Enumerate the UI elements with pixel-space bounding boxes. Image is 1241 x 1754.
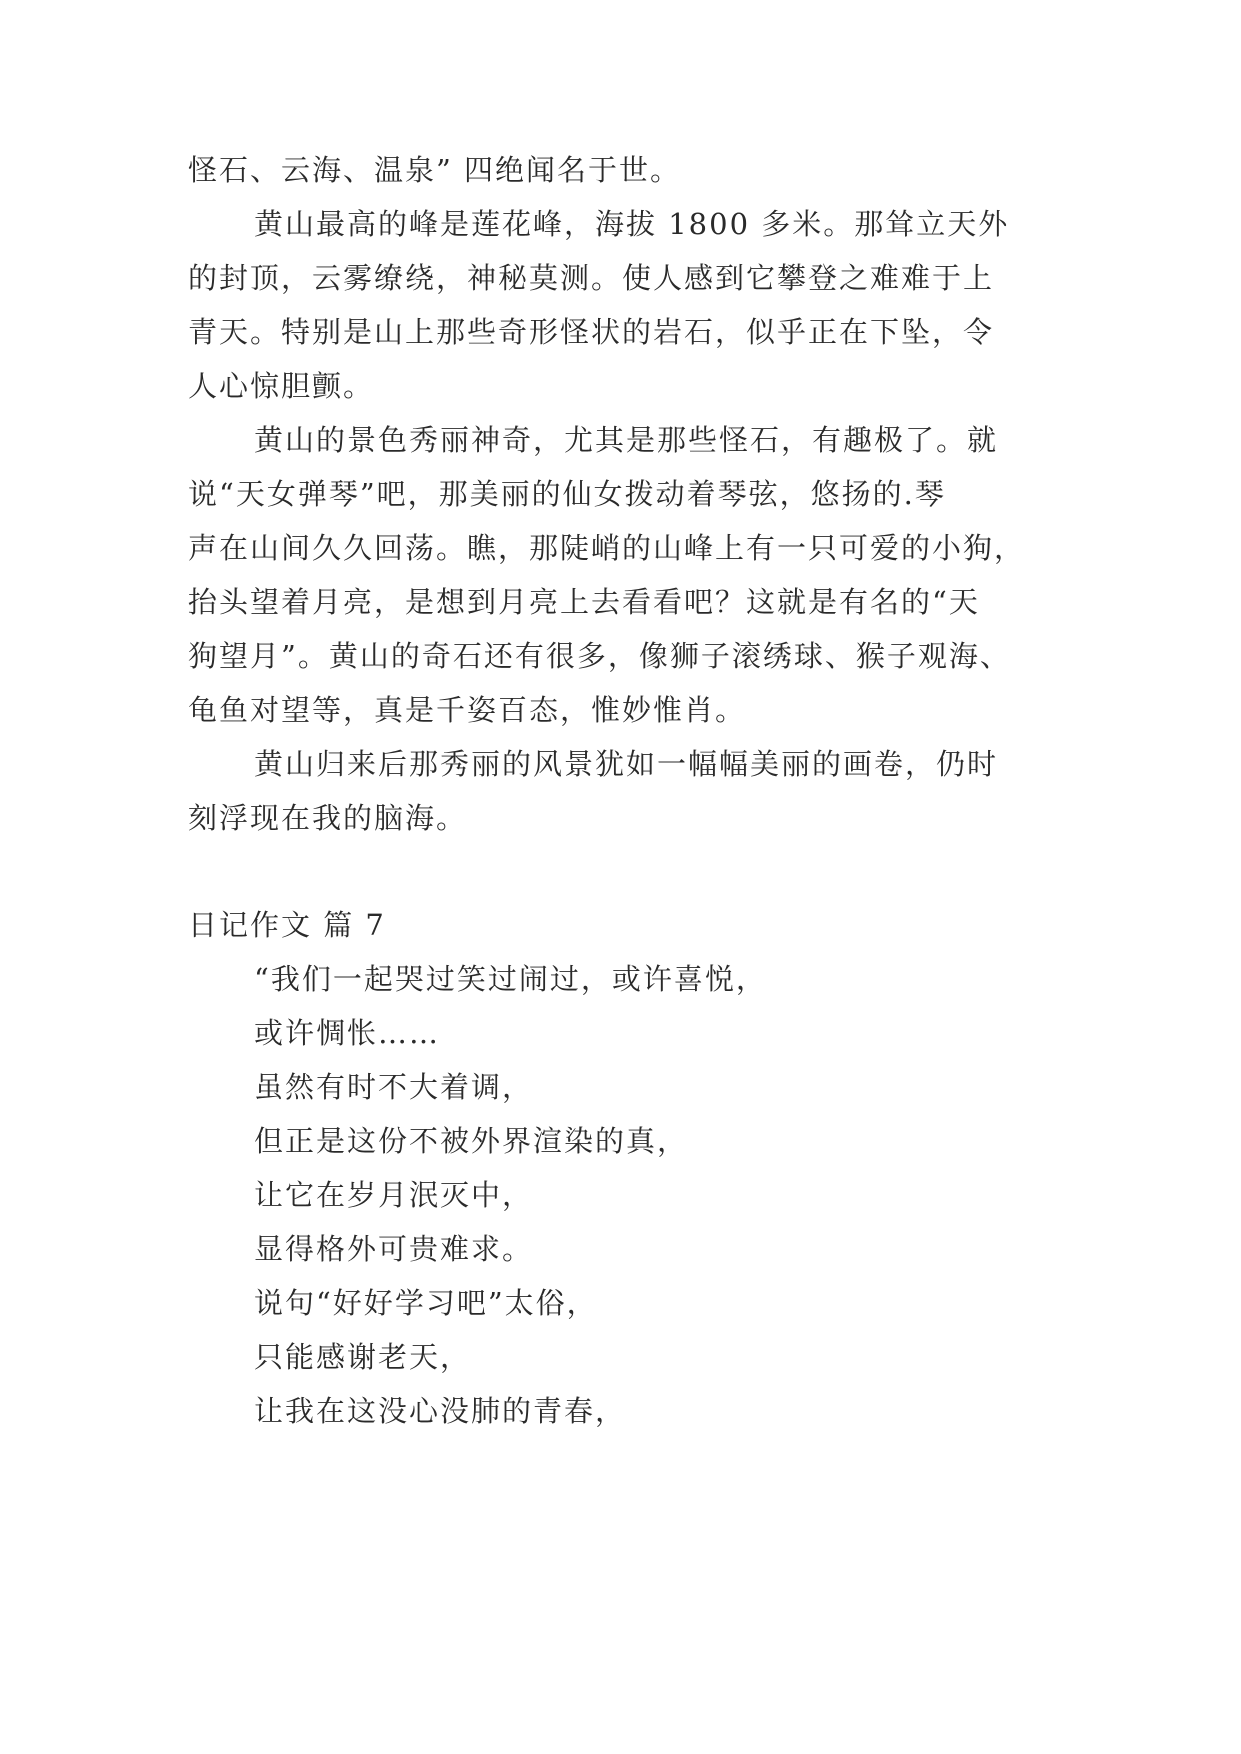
paragraph-line: 龟鱼对望等，真是千姿百态，惟妙惟肖。 [188, 693, 747, 727]
poem-line: 显得格外可贵难求。 [254, 1232, 534, 1266]
paragraph-line: 抬头望着月亮，是想到月亮上去看看吧？这就是有名的“天 [188, 585, 980, 619]
paragraph-line: 的封顶，云雾缭绕，神秘莫测。使人感到它攀登之难难于上 [188, 261, 995, 295]
poem-line: 但正是这份不被外界渲染的真， [254, 1124, 689, 1158]
paragraph-line: 刻浮现在我的脑海。 [188, 801, 468, 835]
paragraph-line: 人心惊胆颤。 [188, 369, 375, 403]
poem-line: 让它在岁月泯灭中， [254, 1178, 534, 1212]
poem-line: 或许惆怅…… [254, 1016, 441, 1050]
poem-line: “我们一起哭过笑过闹过，或许喜悦， [254, 962, 767, 996]
section-title: 日记作文 篇 7 [188, 908, 386, 942]
paragraph-line: 青天。特别是山上那些奇形怪状的岩石，似乎正在下坠，令 [188, 315, 995, 349]
paragraph-line: 狗望月”。黄山的奇石还有很多，像狮子滚绣球、猴子观海、 [188, 639, 1011, 673]
paragraph-line: 说“天女弹琴”吧，那美丽的仙女拨动着琴弦，悠扬的.琴 [188, 477, 946, 511]
paragraph-line: 黄山最高的峰是莲花峰，海拔 1800 多米。那耸立天外 [254, 207, 1010, 241]
paragraph-line: 黄山归来后那秀丽的风景犹如一幅幅美丽的画卷，仍时 [254, 747, 999, 781]
paragraph-line: 黄山的景色秀丽神奇，尤其是那些怪石，有趣极了。就 [254, 423, 999, 457]
poem-line: 让我在这没心没肺的青春， [254, 1394, 627, 1428]
paragraph-line: 声在山间久久回荡。瞧，那陡峭的山峰上有一只可爱的小狗， [188, 531, 1026, 565]
paragraph-line: 怪石、云海、温泉” 四绝闻名于世。 [188, 153, 682, 187]
poem-line: 说句“好好学习吧”太俗， [254, 1286, 598, 1320]
poem-line: 虽然有时不大着调， [254, 1070, 534, 1104]
poem-line: 只能感谢老天， [254, 1340, 472, 1374]
